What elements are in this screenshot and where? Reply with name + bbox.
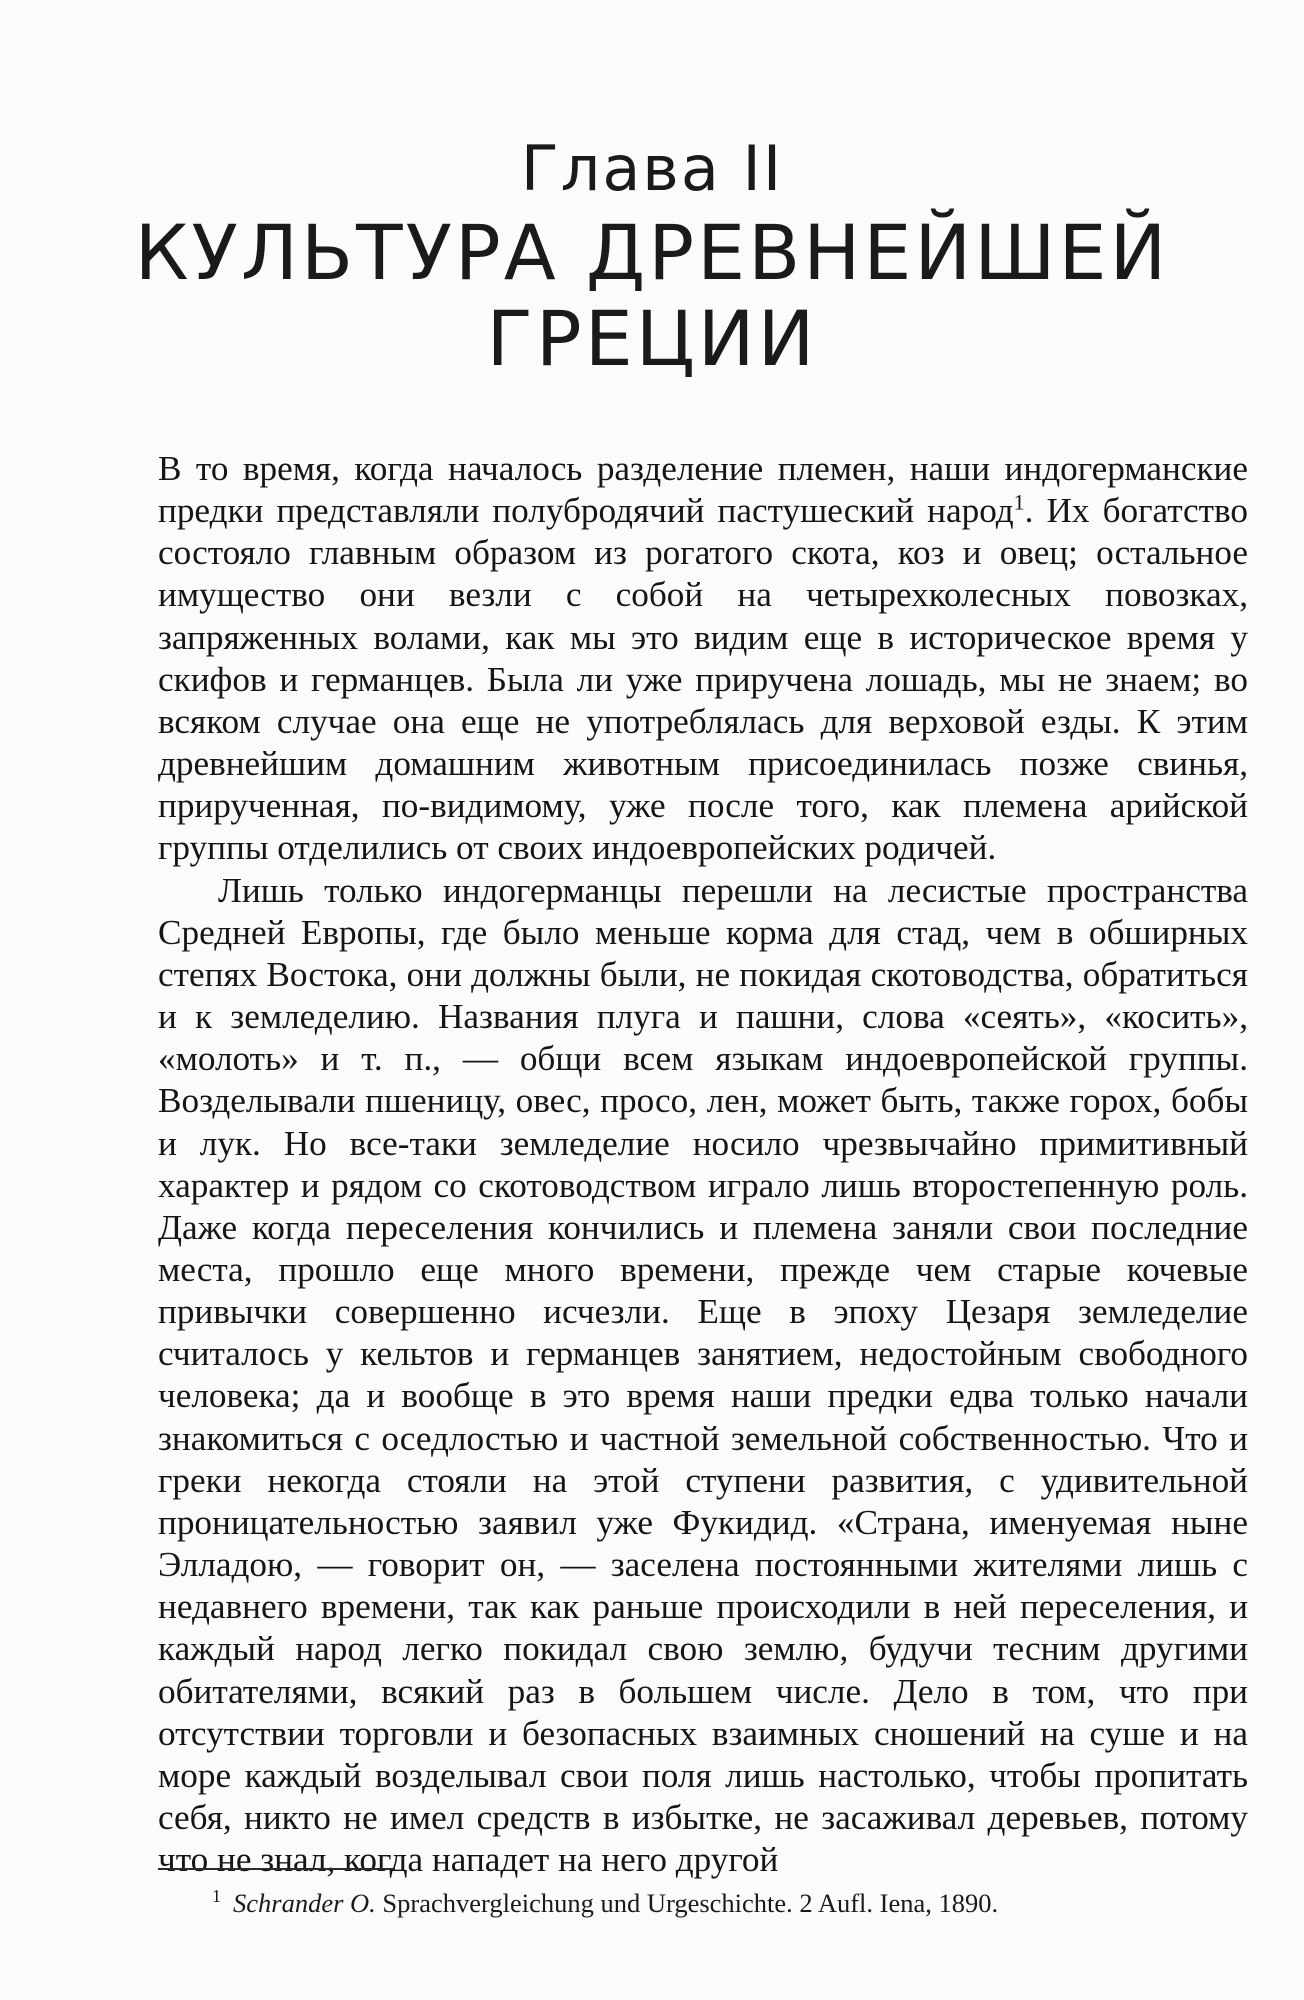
footnote-text: Sprachvergleichung und Urgeschichte. 2 Aufl. Iena, 1890.	[375, 1888, 999, 1918]
paragraph-2: Лишь только индогерманцы перешли на лесистые пространства Средней Европы, где было меньше корма для стад, чем в обширных степях Востока, они должны были, не покидая скотоводства, обратиться и к земледелию. Названия плуга и пашни, слова «сеять», «косить», «молоть» и т. п., — общи всем языкам индоевропейской группы. Возделывали пшеницу, овес, просо, лен, может быть, также горох, бобы и лук. Но все-таки земледелие носило чрезвычайно примитивный характер и рядом со скотоводством играло лишь второстепенную роль. Даже когда переселения кончились и племена заняли свои последние места, прошло еще много времени, прежде чем старые кочевые привычки совершенно исчезли. Еще в эпоху Цезаря земледелие считалось у кельтов и германцев занятием, недостойным свободного человека; да и вообще в это время наши предки едва только начали знакомиться с оседлостью и частной земельной собственностью. Что и греки некогда стояли на этой ступени развития, с удивительной проницательностью заявил уже Фукидид. «Страна, именуемая ныне Элладою, — говорит он, — заселена постоянными жителями лишь с недавнего времени, так как раньше происходили в ней переселения, и каждый народ легко покидал свою землю, будучи тесним другими обитателями, всякий раз в большем числе. Дело в том, что при отсутствии торговли и безопасных взаимных сношений на суше и на море каждый возделывал свои поля лишь настолько, чтобы пропитать себя, никто не имел средств в избытке, не засаживал деревьев, потому что не знал, когда нападет на него другой	[158, 870, 1248, 1880]
paragraph-1-continuation: . Их богатство состояло главным образом из рогатого скота, коз и овец; остальное имущество они везли с собой на четырехколесных повозках, запряженных волами, как мы это видим еще в историческое время у скифов и германцев. Была ли уже приручена лошадь, мы не знаем; во всяком случае она еще не употреблялась для верховой езды. К этим древнейшим домашним животным присоединилась позже свинья, прирученная, по-видимому, уже после того, как племена арийской группы отделились от своих индоевропейских родичей.	[158, 491, 1248, 868]
footnote-author: Schrander O.	[233, 1888, 376, 1918]
chapter-title-line-1: КУЛЬТУРА ДРЕВНЕЙШЕЙ	[134, 208, 1170, 297]
body-text	[158, 448, 1248, 1881]
footnote-divider	[158, 1868, 395, 1870]
chapter-title-line-2: ГРЕЦИИ	[486, 294, 818, 383]
paragraph-1-text: В то время, когда началось разделение племен, наши индогерманские предки представляли полубродячий пастушеский народ	[158, 449, 1248, 531]
footnote-mark: 1	[212, 1886, 221, 1907]
footnote	[212, 1886, 998, 1920]
footnote-reference: 1	[1013, 489, 1025, 515]
paragraph-1	[158, 448, 1248, 870]
chapter-heading	[0, 128, 1304, 382]
chapter-label: Глава II	[520, 132, 784, 205]
